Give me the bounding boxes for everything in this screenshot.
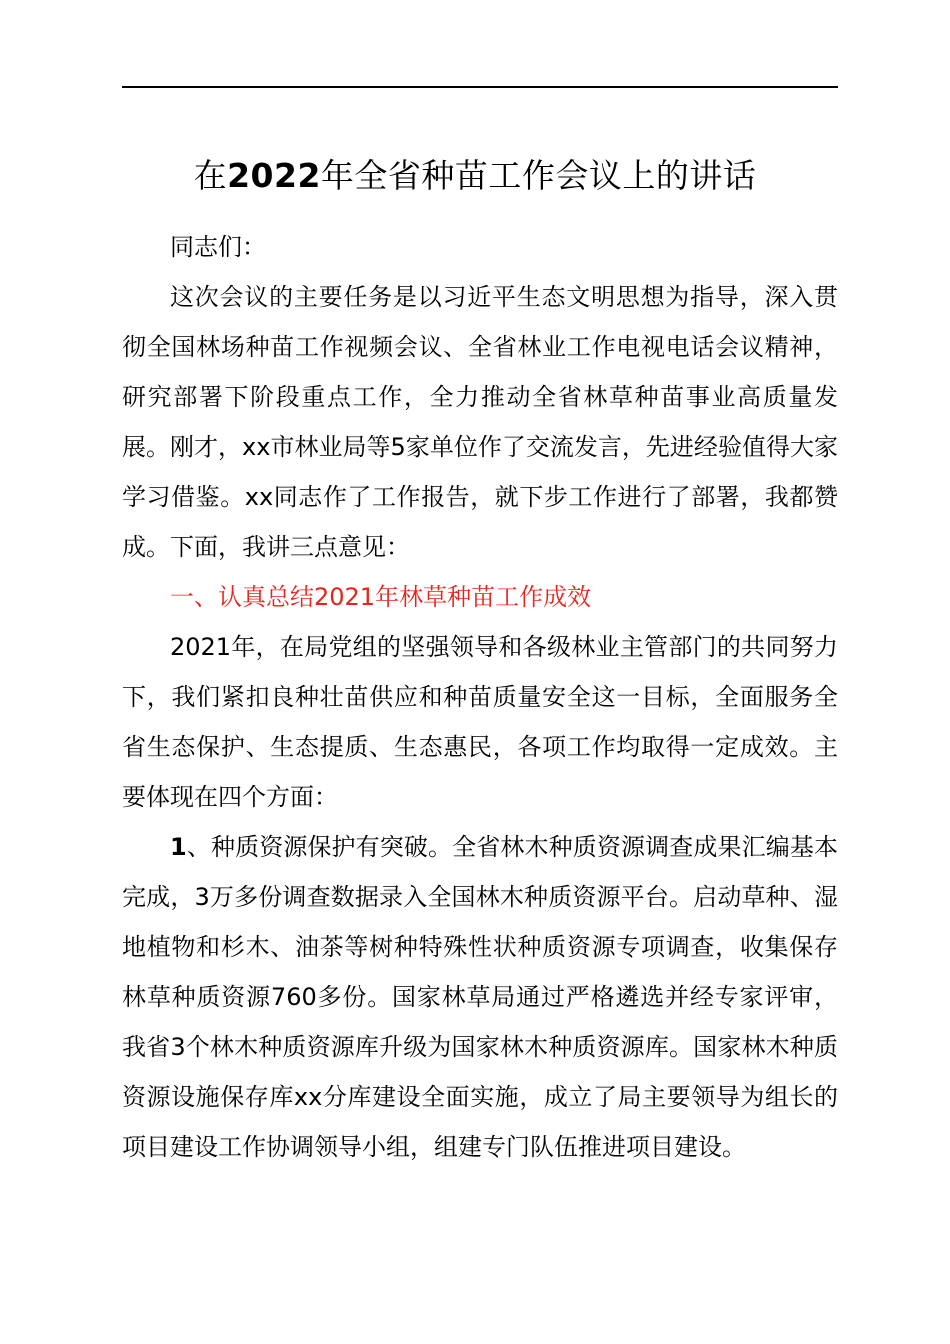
item-number: 1 (170, 833, 187, 861)
document-title: 在2022年全省种苗工作会议上的讲话 (193, 156, 757, 195)
paragraph-intro: 这次会议的主要任务是以习近平生态文明思想为指导，深入贯彻全国林场种苗工作视频会议、全省林业工作电视电话会议精神，研究部署下阶段重点工作，全力推动全省林草种苗事业高质量发展。刚才，xx市林业局等5家单位作了交流发言，先进经验值得大家学习借鉴。xx同志作了工作报告，就下步工作进行了部署，我都赞成。下面，我讲三点意见： (122, 283, 838, 561)
section-heading-1: 一、认真总结2021年林草种苗工作成效 (170, 583, 592, 611)
item-text: 、种质资源保护有突破。全省林木种质资源调查成果汇编基本完成，3万多份调查数据录入全国林木种质资源平台。启动草种、湿地植物和杉木、油茶等树种特殊性状种质资源专项调查，收集保存林草种质资源760多份。国家林草局通过严格遴选并经专家评审，我省3个林木种质资源库升级为国家林木种质资源库。国家林木种质资源设施保存库xx分库建设全面实施，成立了局主要领导为组长的项目建设工作协调领导小组，组建专门队伍推进项目建设。 (122, 833, 838, 1161)
list-item-1 (122, 822, 838, 1172)
salutation: 同志们： (170, 233, 266, 261)
paragraph-achievements: 2021年，在局党组的坚强领导和各级林业主管部门的共同努力下，我们紧扣良种壮苗供应和种苗质量安全这一目标，全面服务全省生态保护、生态提质、生态惠民，各项工作均取得一定成效。主要体现在四个方面： (122, 633, 838, 811)
header-rule (122, 86, 838, 88)
document-body (122, 222, 838, 1172)
title-year: 2022 (227, 156, 321, 195)
